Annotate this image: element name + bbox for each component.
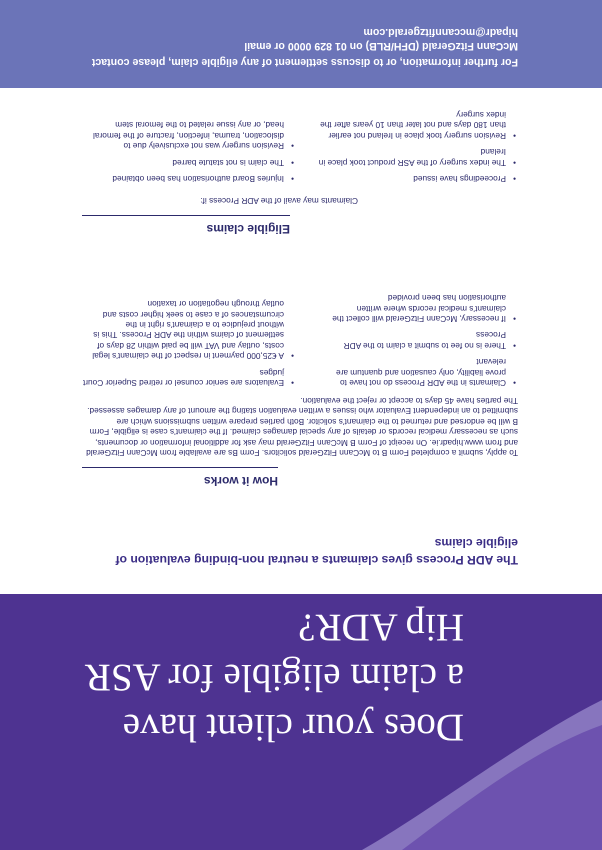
list-item: • Evaluators are senior counsel or retired Superior Court judges xyxy=(82,367,296,388)
how-it-works-body: To apply, submit a completed Form B to McCann FitzGerald solicitors. Form Bs are available from McCann FitzGerald and from www.hipadr.ie. On receipt of Form B McCann FitzGerald may ask for additional information or documents, such as necessary medical records or details of any special damages claimed. If the claimant’s case is eligible, Form B will be endorsed and returned to the claimant’s solicitor. Both parties prepare written submissions which are submitted to an independent Evaluator who issues a written evaluation stating the amount of any damages assessed. The parties have 45 days to accept or reject the evaluation. xyxy=(86,395,518,458)
content-area xyxy=(0,88,602,594)
contact-text: For further information, or to discuss settlement of any eligible claim, please contact McCann FitzGerald (DFH/RLB) on 01 829 0000 or email xyxy=(91,40,518,68)
eligible-claims-heading: Eligible claims xyxy=(82,215,290,236)
eligible-bullets-right xyxy=(318,104,518,184)
hero-banner xyxy=(0,594,602,850)
list-item: • Claimants in the ADR Process do not have to prove liability, only causation and quantum are relevant xyxy=(318,357,518,388)
list-item: • The index surgery of the ASR product took place in Ireland xyxy=(318,147,518,168)
contact-footer xyxy=(0,0,602,88)
list-item: • There is no fee to submit a claim to the ADR Process xyxy=(318,330,518,351)
how-it-works-bullets-right xyxy=(318,287,518,388)
hero-title-line-1: Does your client have xyxy=(122,706,464,749)
list-item: • Revision surgery was not exclusively due to dislocation, trauma, infection, fracture of the femoral head, or any issue related to the femoral stem xyxy=(82,120,296,151)
how-it-works-bullets-left xyxy=(82,293,296,388)
list-item: • Revision surgery took place in Ireland not earlier than 180 days and not later than 10 years after the index surgery xyxy=(318,110,518,141)
hero-title-line-3: Hip ADR? xyxy=(298,606,464,649)
list-item: • If necessary, McCann FitzGerald will collect the claimant’s medical records where written authorisation has been provided xyxy=(318,293,518,324)
list-item: • A €25,000 payment in respect of the claimant’s legal costs, outlay and VAT will be paid within 28 days of settlement of claims within the ADR Process. This is without prejudice to a claimant’s right in the circumstances of a case to seek higher costs and outlay through negotiation or taxation xyxy=(82,299,296,361)
hero-title-line-2: a claim eligible for ASR xyxy=(84,656,464,699)
contact-email-link[interactable]: hipadr@mccannfitzgerald.com xyxy=(363,26,518,38)
list-item: • Proceedings have issued xyxy=(318,174,518,184)
hero-title xyxy=(24,602,464,752)
eligible-bullets-left xyxy=(82,114,296,184)
list-item: • Injuries Board authorisation has been obtained xyxy=(82,174,296,184)
how-it-works-heading: How it works xyxy=(82,467,278,488)
list-item: • The claim is not statute barred xyxy=(82,157,296,167)
eligible-claims-lead: Claimants may avail of the ADR Process if: xyxy=(200,196,358,206)
intro-statement: The ADR Process gives claimants a neutral non-binding evaluation of eligible claims xyxy=(115,536,518,567)
